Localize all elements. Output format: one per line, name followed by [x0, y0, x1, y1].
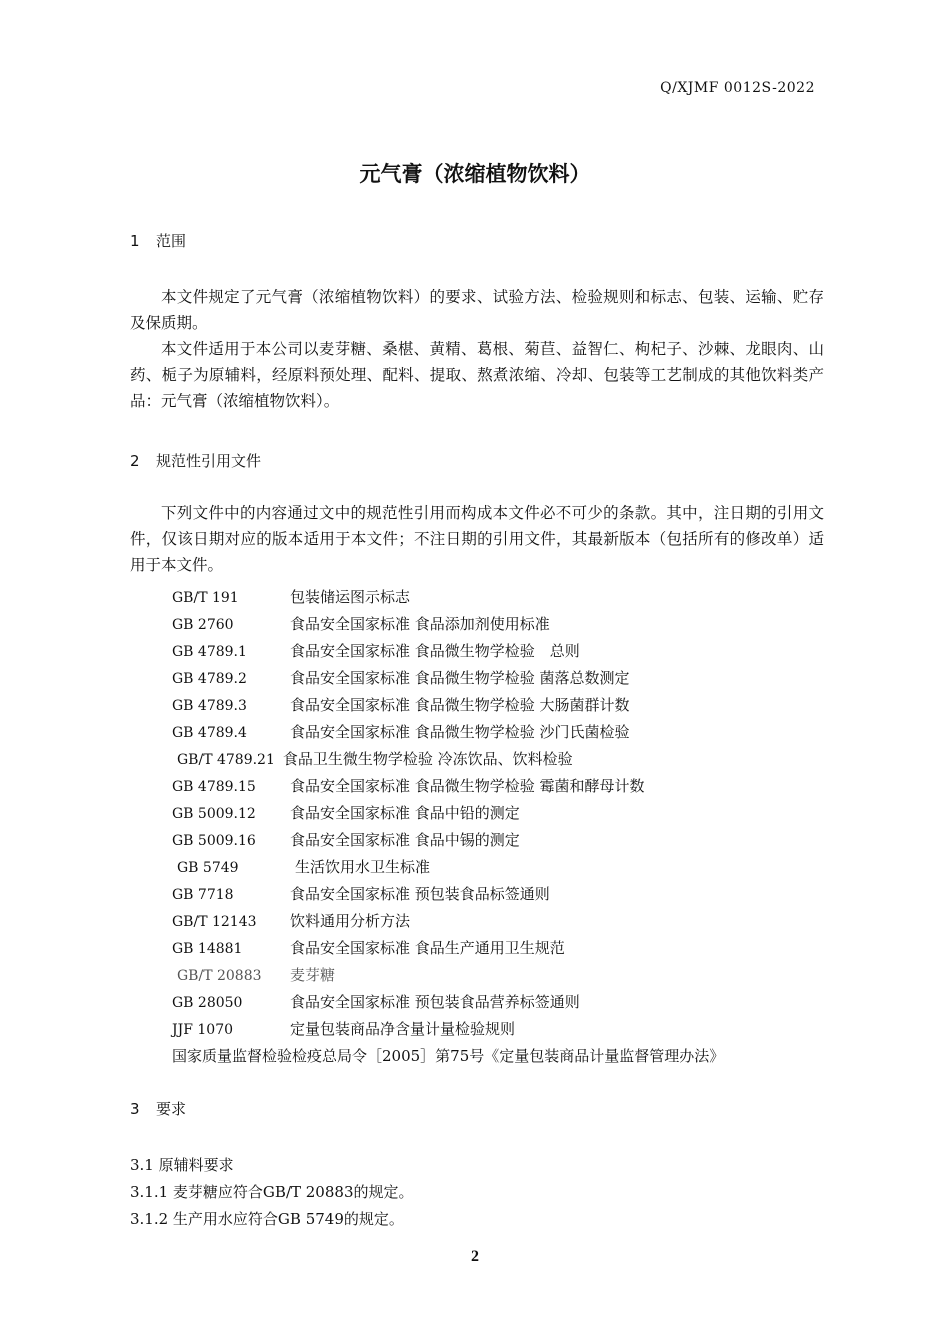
- reference-item: [172, 800, 852, 827]
- document-title: 元气膏（浓缩植物饮料）: [359, 162, 591, 186]
- reference-item: [172, 989, 852, 1016]
- reference-code: GB 5009.12: [172, 806, 256, 822]
- reference-title: 麦芽糖: [290, 966, 336, 984]
- reference-code: GB/T 4789.21: [177, 752, 275, 768]
- reference-item: [172, 854, 852, 881]
- reference-item: [172, 584, 852, 611]
- reference-code: GB 5749: [177, 860, 239, 876]
- paragraph: 本文件规定了元气膏（浓缩植物饮料）的要求、试验方法、检验规则和标志、包装、运输、贮存及保质期。: [130, 288, 824, 332]
- reference-item: [172, 962, 852, 989]
- reference-title: 饮料通用分析方法: [290, 912, 411, 930]
- reference-item: [172, 638, 852, 665]
- reference-title: 食品安全国家标准 预包装食品营养标签通则: [290, 993, 580, 1011]
- section-1-heading: [130, 230, 186, 251]
- reference-item: [172, 935, 852, 962]
- reference-code: GB 14881: [172, 941, 243, 957]
- reference-code: GB 4789.3: [172, 698, 247, 714]
- reference-item: [172, 611, 852, 638]
- reference-title: 食品安全国家标准 食品中锡的测定: [290, 831, 520, 849]
- reference-title: 食品安全国家标准 预包装食品标签通则: [290, 885, 550, 903]
- reference-title: 食品安全国家标准 食品中铅的测定: [290, 804, 520, 822]
- reference-code: GB 28050: [172, 995, 243, 1011]
- reference-title: 食品安全国家标准 食品微生物学检验 总则: [290, 642, 580, 660]
- reference-list: [172, 584, 852, 1070]
- reference-title: 食品安全国家标准 食品微生物学检验 大肠菌群计数: [290, 696, 630, 714]
- reference-title: 食品安全国家标准 食品微生物学检验 菌落总数测定: [290, 669, 630, 687]
- section-3-heading: [130, 1098, 186, 1119]
- clause-3-1-2: 3.1.2 生产用水应符合GB 5749的规定。: [130, 1210, 404, 1228]
- section-title: 要求: [156, 1100, 187, 1118]
- section-number: 2: [130, 452, 140, 470]
- reference-title: 食品安全国家标准 食品微生物学检验 霉菌和酵母计数: [290, 777, 645, 795]
- standard-code: Q/XJMF 0012S-2022: [660, 80, 815, 96]
- reference-item: [172, 692, 852, 719]
- reference-title: 生活饮用水卫生标准: [295, 858, 431, 876]
- reference-item: [172, 773, 852, 800]
- reference-item: [172, 719, 852, 746]
- reference-item: [172, 665, 852, 692]
- section-title: 范围: [156, 232, 187, 250]
- reference-title: 食品安全国家标准 食品微生物学检验 沙门氏菌检验: [290, 723, 630, 741]
- reference-item: [172, 908, 852, 935]
- reference-code: GB 7718: [172, 887, 234, 903]
- reference-code: GB 5009.16: [172, 833, 256, 849]
- section-number: 3: [130, 1100, 140, 1118]
- reference-item: [172, 881, 852, 908]
- reference-item: [172, 746, 852, 773]
- reference-title: 包装储运图示标志: [290, 588, 411, 606]
- reference-code: JJF 1070: [172, 1022, 234, 1038]
- reference-title: 食品安全国家标准 食品添加剂使用标准: [290, 615, 550, 633]
- reference-title: 定量包装商品净含量计量检验规则: [290, 1020, 516, 1038]
- reference-title: 食品安全国家标准 食品生产通用卫生规范: [290, 939, 565, 957]
- section-2-intro: [130, 500, 824, 578]
- reference-code: GB 2760: [172, 617, 234, 633]
- paragraph: 本文件适用于本公司以麦芽糖、桑椹、黄精、葛根、菊苣、益智仁、枸杞子、沙棘、龙眼肉、山药、栀子为原辅料，经原料预处理、配料、提取、熬煮浓缩、冷却、包装等工艺制成的其他饮料类产品：元气膏（浓缩植物饮料）。: [130, 340, 824, 410]
- page-number: 2: [471, 1248, 479, 1265]
- reference-code: GB 4789.1: [172, 644, 247, 660]
- section-number: 1: [130, 232, 140, 250]
- reference-code: GB/T 12143: [172, 914, 257, 930]
- reference-code: GB 4789.2: [172, 671, 247, 687]
- reference-item: [172, 827, 852, 854]
- paragraph: 下列文件中的内容通过文中的规范性引用而构成本文件必不可少的条款。其中，注日期的引用文件，仅该日期对应的版本适用于本文件；不注日期的引用文件，其最新版本（包括所有的修改单）适用于本文件。: [130, 504, 824, 574]
- section-title: 规范性引用文件: [156, 452, 262, 470]
- section-2-heading: [130, 450, 261, 471]
- reference-title: 食品卫生微生物学检验 冷冻饮品、饮料检验: [282, 750, 573, 768]
- reference-code: GB/T 191: [172, 590, 239, 606]
- reference-code: GB/T 20883: [177, 968, 262, 984]
- reference-code: GB 4789.4: [172, 725, 247, 741]
- reference-item: [172, 1016, 852, 1043]
- clause-3-1-1: 3.1.1 麦芽糖应符合GB/T 20883的规定。: [130, 1183, 414, 1201]
- reference-decree: 国家质量监督检验检疫总局令［2005］第75号《定量包装商品计量监督管理办法》: [172, 1047, 725, 1065]
- reference-code: GB 4789.15: [172, 779, 256, 795]
- clause-3-1: 3.1 原辅料要求: [130, 1156, 234, 1174]
- section-1-body: [130, 284, 824, 414]
